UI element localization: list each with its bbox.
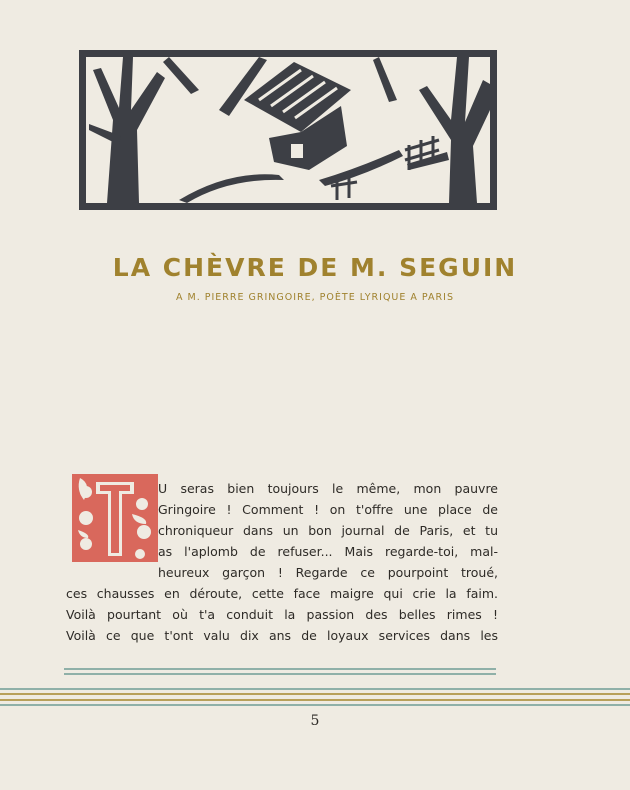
text-line: Voilà pourtant où t'a conduit la passion des belles rimes ! xyxy=(66,607,498,622)
text-line: ces chausses en déroute, cette face maigre qui crie la faim. xyxy=(66,586,498,601)
story-text xyxy=(66,478,498,646)
decorative-rules xyxy=(0,662,630,712)
woodcut-illustration xyxy=(79,50,497,210)
text-line: Gringoire ! Comment ! on t'offre une place de xyxy=(158,502,498,517)
text-line: Voilà ce que t'ont valu dix ans de loyaux services dans les xyxy=(66,628,498,643)
text-line: as l'aplomb de refuser... Mais regarde-toi, mal- xyxy=(158,544,498,559)
page-number: 5 xyxy=(310,713,320,729)
text-line: heureux garçon ! Regarde ce pourpoint troué, xyxy=(158,565,498,580)
text-line: U seras bien toujours le même, mon pauvre xyxy=(158,481,498,496)
dedication: A M. PIERRE GRINGOIRE, POÈTE LYRIQUE A PARIS xyxy=(176,292,454,303)
page-title: LA CHÈVRE DE M. SEGUIN xyxy=(112,253,518,282)
text-line: chroniqueur dans un bon journal de Paris, et tu xyxy=(158,523,498,538)
